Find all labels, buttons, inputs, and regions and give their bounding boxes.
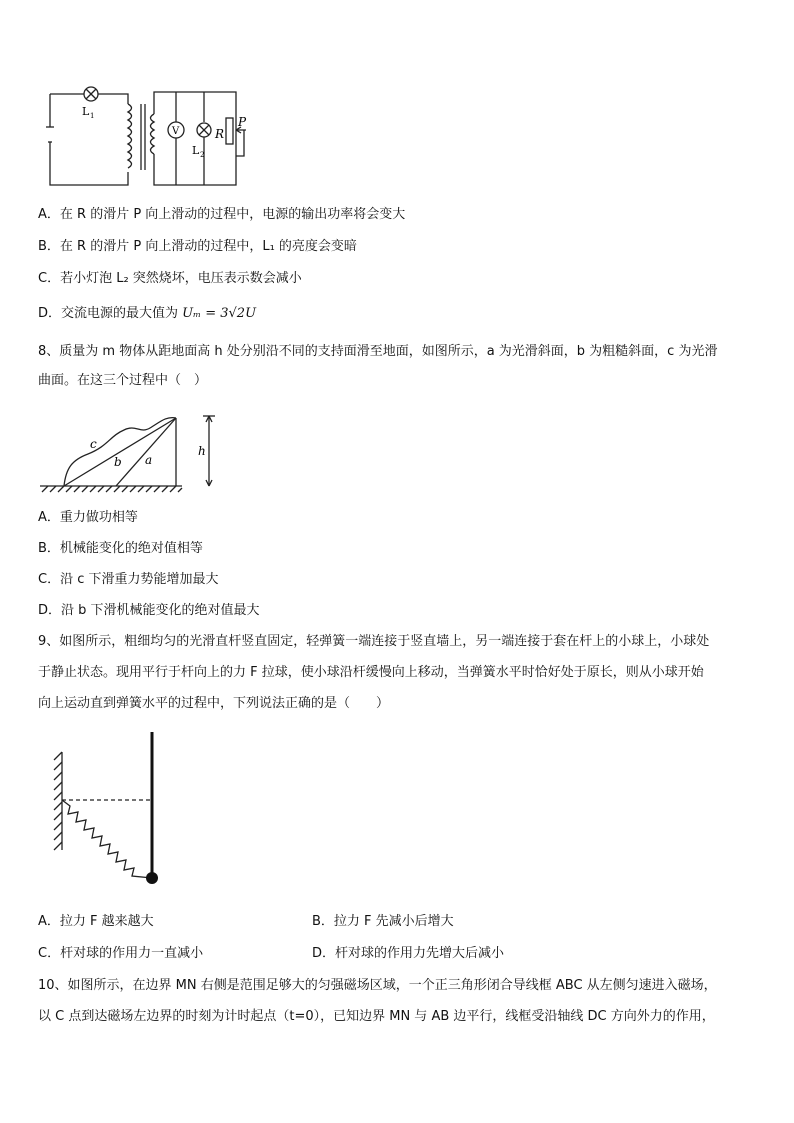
lamp1-label: L	[82, 105, 90, 118]
incline-diagram	[40, 408, 230, 496]
q8-option-d: D．沿 b 下滑机械能变化的绝对值最大	[38, 603, 260, 618]
height-h-label: h	[198, 444, 206, 458]
q8-stem-line1: 8、质量为 m 物体从距地面高 h 处分别沿不同的支持面滑至地面，如图所示，a 为光滑斜面，b 为粗糙斜面，c 为光滑	[38, 344, 718, 359]
lamp1-subscript: 1	[90, 112, 95, 120]
q7-option-d	[38, 305, 256, 323]
q10-stem-line1: 10、如图所示，在边界 MN 右侧是范围足够大的匀强磁场区域，一个正三角形闭合导线框 ABC 从左侧匀速进入磁场，	[38, 978, 717, 993]
q9-option-d: D．杆对球的作用力先增大后减小	[312, 946, 505, 961]
q7-option-d-text: D．交流电源的最大值为	[38, 306, 179, 321]
q9-stem-line1: 9、如图所示，粗细均匀的光滑直杆竖直固定，轻弹簧一端连接于竖直墙上，另一端连接于套在杆上的小球上，小球处	[38, 634, 710, 649]
q9-option-c: C．杆对球的作用力一直减小	[38, 946, 204, 961]
curve-c-label: c	[90, 437, 97, 451]
incline-b-label: b	[114, 455, 122, 469]
q7-option-b: B．在 R 的滑片 P 向上滑动的过程中，L₁ 的亮度会变暗	[38, 239, 357, 254]
q9-option-b: B．拉力 F 先减小后增大	[312, 914, 454, 929]
q9-stem-line3: 向上运动直到弹簧水平的过程中，下列说法正确的是（ ）	[38, 696, 390, 711]
lamp2-subscript: 2	[200, 151, 205, 159]
q9-option-a: A．拉力 F 越来越大	[38, 914, 154, 929]
lamp2-label: L	[192, 144, 200, 157]
incline-a-label: a	[145, 453, 153, 467]
transformer-circuit-diagram	[40, 82, 250, 190]
q7-option-d-formula: Uₘ = 3√2U	[182, 306, 257, 321]
q7-option-c: C．若小灯泡 L₂ 突然烧坏，电压表示数会减小	[38, 271, 302, 286]
slider-label: P	[238, 115, 247, 129]
q7-option-a: A．在 R 的滑片 P 向上滑动的过程中，电源的输出功率将会变大	[38, 207, 406, 222]
q9-stem-line2: 于静止状态。现用平行于杆向上的力 F 拉球，使小球沿杆缓慢向上移动，当弹簧水平时恰好处于原长，则从小球开始	[38, 665, 704, 680]
resistor-label: R	[215, 127, 225, 141]
spring-rod-diagram	[40, 730, 170, 890]
q8-stem-line2: 曲面。在这三个过程中（ ）	[38, 373, 208, 388]
q8-option-b: B．机械能变化的绝对值相等	[38, 541, 203, 556]
voltmeter-label: V	[172, 126, 180, 137]
q8-option-a: A．重力做功相等	[38, 510, 138, 525]
q8-option-c: C．沿 c 下滑重力势能增加最大	[38, 572, 219, 587]
q10-stem-line2: 以 C 点到达磁场左边界的时刻为计时起点（t=0），已知边界 MN 与 AB 边平行，线框受沿轴线 DC 方向外力的作用，	[38, 1009, 715, 1024]
